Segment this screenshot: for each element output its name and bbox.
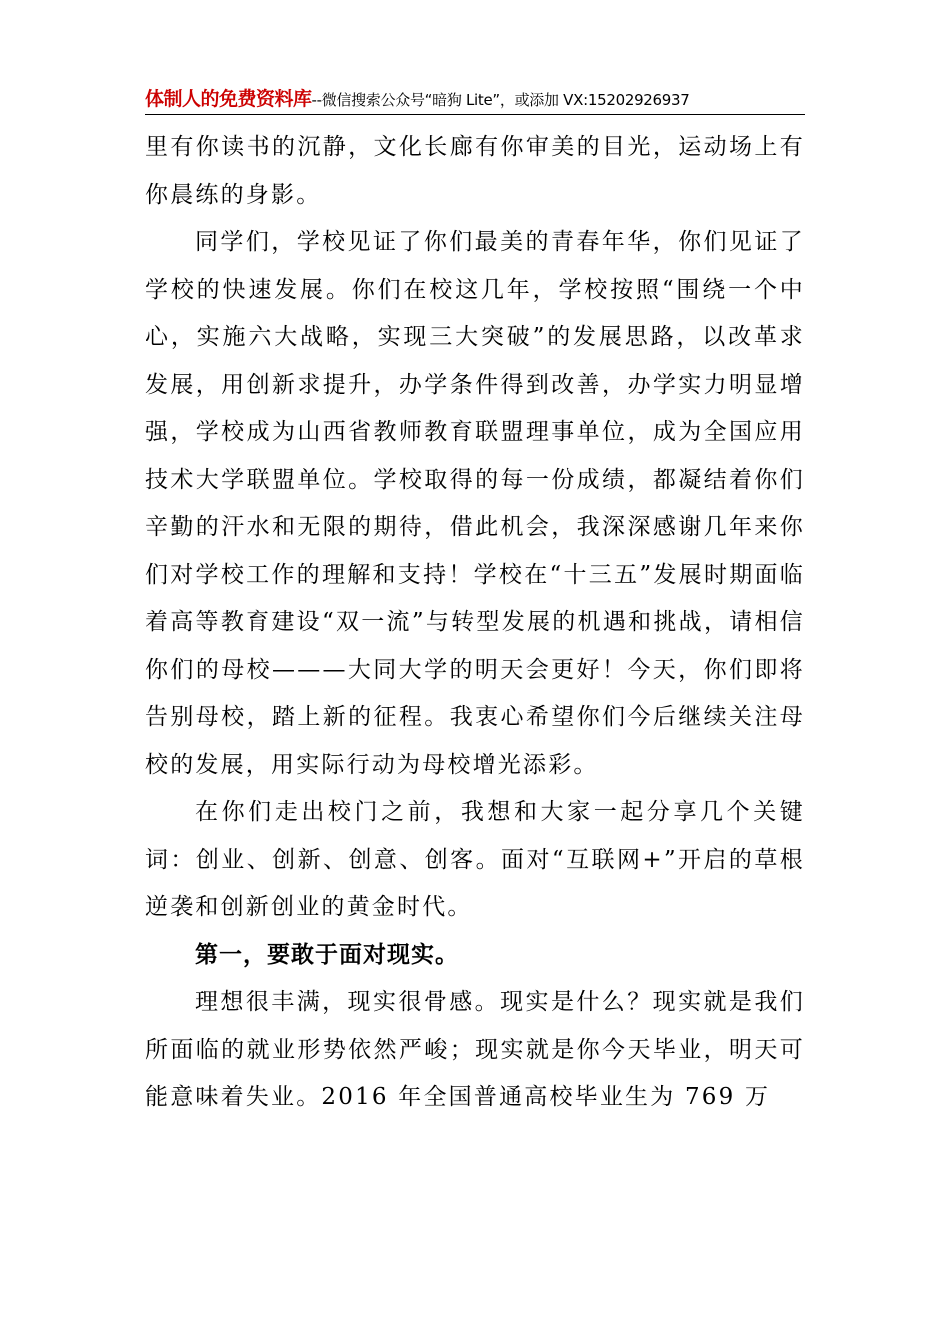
paragraph-reality: 理想很丰满，现实很骨感。现实是什么？现实就是我们所面临的就业形势依然严峻；现实就是你今天毕业，明天可能意味着失业。2016 年全国普通高校毕业生为 769 万: [145, 989, 805, 1110]
document-body: [145, 124, 805, 1122]
section-heading: 第一，要敢于面对现实。: [195, 941, 459, 968]
header-brand: 体制人的免费资料库: [145, 88, 312, 110]
paragraph-keywords: 在你们走出校门之前，我想和大家一起分享几个关键词：创业、创新、创意、创客。面对“互联网+”开启的草根逆袭和创新创业的黄金时代。: [145, 799, 805, 920]
page-header: [145, 84, 805, 115]
paragraph-continuation: 里有你读书的沉静，文化长廊有你审美的目光，运动场上有你晨练的身影。: [145, 134, 805, 208]
header-subtitle: --微信搜索公众号“暗狗 Lite”，或添加 VX:15202926937: [311, 91, 690, 109]
paragraph-school-development: 同学们，学校见证了你们最美的青春年华，你们见证了学校的快速发展。你们在校这几年，学校按照“围绕一个中心，实施六大战略，实现三大突破”的发展思路，以改革求发展，用创新求提升，办学条件得到改善，办学实力明显增强，学校成为山西省教师教育联盟理事单位，成为全国应用技术大学联盟单位。学校取得的每一份成绩，都凝结着你们辛勤的汗水和无限的期待，借此机会，我深深感谢几年来你们对学校工作的理解和支持！学校在“十三五”发展时期面临着高等教育建设“双一流”与转型发展的机遇和挑战，请相信你们的母校———大同大学的明天会更好！今天，你们即将告别母校，踏上新的征程。我衷心希望你们今后继续关注母校的发展，用实际行动为母校增光添彩。: [145, 229, 805, 778]
